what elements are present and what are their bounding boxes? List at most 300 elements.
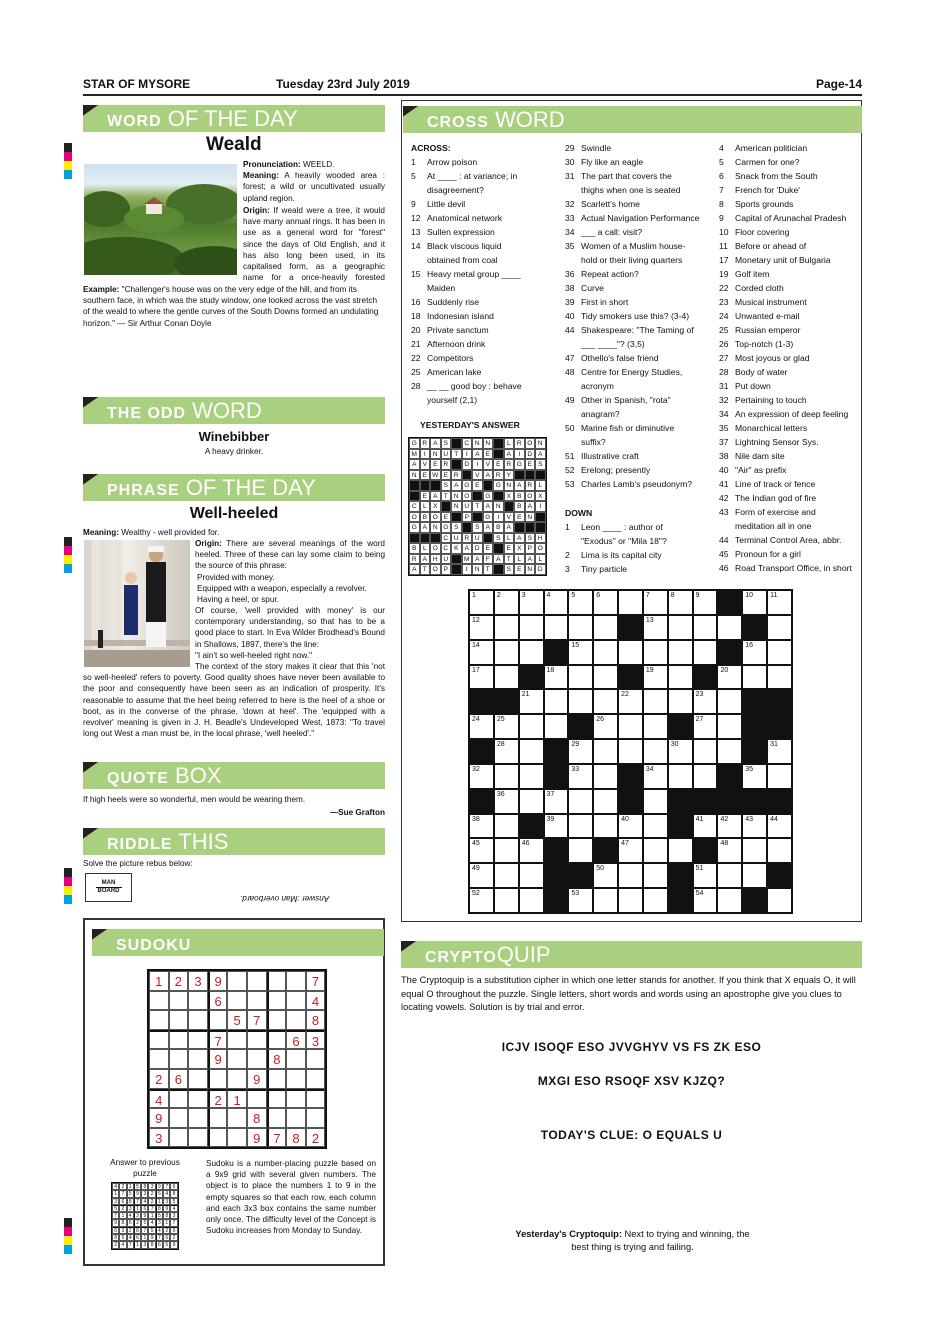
sudoku-cell[interactable] — [267, 1030, 287, 1050]
sudoku-cell[interactable] — [267, 991, 287, 1011]
sudoku-cell[interactable]: 7 — [306, 971, 326, 991]
crossword-cell[interactable] — [742, 863, 767, 888]
sudoku-cell[interactable] — [267, 1089, 287, 1109]
crossword-cell[interactable] — [593, 689, 618, 714]
sudoku-cell[interactable] — [169, 1089, 189, 1109]
black-cell — [717, 764, 742, 789]
sudoku-cell[interactable] — [208, 1069, 228, 1089]
crossword-cell[interactable] — [643, 863, 668, 888]
sudoku-cell[interactable]: 3 — [149, 1128, 169, 1148]
phrase-title: Well-heeled — [189, 505, 279, 522]
answer-cell: U — [441, 449, 452, 460]
crossword-cell[interactable]: 3 — [519, 590, 544, 615]
sudoku-cell[interactable]: 3 — [188, 971, 208, 991]
crossword-cell[interactable]: 54 — [693, 888, 718, 913]
crossword-cell[interactable] — [568, 838, 593, 863]
crossword-cell[interactable]: 12 — [469, 615, 494, 640]
crossword-cell[interactable] — [494, 665, 519, 690]
crossword-cell[interactable] — [593, 764, 618, 789]
crossword-cell[interactable] — [668, 838, 693, 863]
crossword-cell[interactable] — [643, 814, 668, 839]
crossword-cell[interactable] — [618, 888, 643, 913]
prev-sudoku-cell: 9 — [134, 1190, 141, 1197]
crossword-cell[interactable] — [643, 714, 668, 739]
crossword-cell[interactable]: 38 — [469, 814, 494, 839]
sudoku-cell[interactable] — [286, 1108, 306, 1128]
sudoku-cell[interactable]: 9 — [247, 1128, 267, 1148]
crossword-cell[interactable]: 53 — [568, 888, 593, 913]
answer-cell: K — [451, 543, 462, 554]
prev-sudoku-cell: 2 — [119, 1183, 126, 1190]
answer-cell: C — [441, 543, 452, 554]
prev-sudoku-cell: 7 — [156, 1234, 163, 1241]
crossword-cell[interactable]: 26 — [593, 714, 618, 739]
crossword-cell[interactable]: 20 — [717, 665, 742, 690]
crossword-cell[interactable] — [519, 714, 544, 739]
crossword-cell[interactable]: 10 — [742, 590, 767, 615]
crossword-cell[interactable] — [519, 863, 544, 888]
crossword-cell[interactable] — [693, 615, 718, 640]
answer-cell: N — [430, 449, 441, 460]
crossword-cell[interactable] — [717, 888, 742, 913]
prev-sudoku-cell: 6 — [127, 1219, 134, 1226]
crossword-cell[interactable] — [643, 789, 668, 814]
crossword-cell[interactable] — [593, 665, 618, 690]
sudoku-cell[interactable]: 4 — [149, 1089, 169, 1109]
sudoku-cell[interactable] — [149, 1049, 169, 1069]
crossword-cell[interactable]: 17 — [469, 665, 494, 690]
answer-cell: N — [483, 438, 494, 449]
crossword-cell[interactable] — [767, 838, 792, 863]
sudoku-cell[interactable] — [188, 1128, 208, 1148]
crossword-cell[interactable]: 37 — [544, 789, 569, 814]
prev-sudoku-cell: 9 — [170, 1241, 177, 1248]
sudoku-cell[interactable]: 6 — [169, 1069, 189, 1089]
sudoku-cell[interactable] — [247, 971, 267, 991]
crossword-cell[interactable]: 24 — [469, 714, 494, 739]
word-pron-meaning: Pronunciation: WEELD. Meaning: A heavily wooded area : forest; a wild or uncultivated usually upland region. — [243, 160, 385, 203]
crossword-cell[interactable] — [668, 615, 693, 640]
answer-cell: E — [483, 449, 494, 460]
answer-cell — [483, 533, 494, 544]
sudoku-cell[interactable] — [286, 1010, 306, 1030]
crossword-cell[interactable] — [668, 665, 693, 690]
clue: 8 Sports grounds — [719, 199, 794, 209]
sudoku-cell[interactable] — [247, 1030, 267, 1050]
cryptoquip-clue: TODAY'S CLUE: O EQUALS U — [540, 1128, 723, 1142]
crossword-cell[interactable] — [494, 863, 519, 888]
crossword-cell[interactable] — [593, 739, 618, 764]
crossword-cell[interactable] — [668, 764, 693, 789]
crossword-cell[interactable]: 32 — [469, 764, 494, 789]
sudoku-cell[interactable] — [169, 991, 189, 1011]
sudoku-cell[interactable] — [188, 1069, 208, 1089]
sudoku-cell[interactable]: 4 — [306, 991, 326, 1011]
answer-cell: P — [525, 543, 536, 554]
answer-cell: A — [514, 480, 525, 491]
prev-answer-title: Answer to previous puzzle — [110, 1158, 180, 1179]
crossword-cell[interactable] — [643, 689, 668, 714]
sudoku-cell[interactable] — [227, 1030, 247, 1050]
crossword-cell[interactable]: 36 — [494, 789, 519, 814]
crossword-cell[interactable] — [544, 689, 569, 714]
answer-cell — [535, 512, 546, 523]
color-bar — [64, 1218, 72, 1254]
crossword-cell[interactable]: 51 — [693, 863, 718, 888]
crossword-cell[interactable]: 28 — [494, 739, 519, 764]
crossword-cell[interactable] — [618, 590, 643, 615]
answer-cell: A — [409, 459, 420, 470]
prev-sudoku-cell: 8 — [112, 1234, 119, 1241]
crossword-cell[interactable]: 18 — [544, 665, 569, 690]
crossword-cell[interactable] — [717, 714, 742, 739]
clue: 11 Before or ahead of — [719, 241, 807, 251]
black-cell — [742, 789, 767, 814]
black-cell — [544, 838, 569, 863]
sudoku-cell[interactable] — [306, 1089, 326, 1109]
crossword-cell[interactable] — [494, 888, 519, 913]
crossword-cell[interactable] — [593, 615, 618, 640]
crossword-cell[interactable]: 1 — [469, 590, 494, 615]
clue: 6 Snack from the South — [719, 171, 818, 181]
sudoku-cell[interactable] — [188, 1049, 208, 1069]
sudoku-cell[interactable] — [149, 1010, 169, 1030]
crossword-cell[interactable] — [519, 615, 544, 640]
sudoku-cell[interactable]: 9 — [247, 1069, 267, 1089]
sudoku-cell[interactable] — [267, 1108, 287, 1128]
answer-cell — [462, 522, 473, 533]
crossword-cell[interactable] — [643, 739, 668, 764]
clue: 31 Put down — [719, 381, 771, 391]
crossword-cell[interactable]: 40 — [618, 814, 643, 839]
answer-cell: O — [430, 512, 441, 523]
crossword-cell[interactable] — [693, 764, 718, 789]
crossword-cell[interactable]: 50 — [593, 863, 618, 888]
sudoku-cell[interactable]: 7 — [267, 1128, 287, 1148]
crossword-cell[interactable] — [519, 888, 544, 913]
sudoku-cell[interactable] — [208, 1010, 228, 1030]
crossword-grid[interactable] — [468, 589, 793, 914]
answer-cell — [493, 491, 504, 502]
crossword-cell[interactable] — [593, 888, 618, 913]
sudoku-cell[interactable] — [169, 1049, 189, 1069]
crossword-cell[interactable] — [568, 615, 593, 640]
crossword-cell[interactable]: 46 — [519, 838, 544, 863]
crossword-cell[interactable] — [693, 739, 718, 764]
sudoku-cell[interactable]: 5 — [227, 1010, 247, 1030]
crossword-cell[interactable] — [693, 640, 718, 665]
crossword-cell[interactable]: 33 — [568, 764, 593, 789]
crossword-cell[interactable] — [618, 714, 643, 739]
prev-sudoku-cell: 7 — [112, 1212, 119, 1219]
crossword-cell[interactable]: 21 — [519, 689, 544, 714]
crossword-cell[interactable] — [767, 640, 792, 665]
sudoku-cell[interactable]: 8 — [306, 1010, 326, 1030]
sudoku-cell[interactable] — [149, 991, 169, 1011]
crossword-cell[interactable]: 4 — [544, 590, 569, 615]
crossword-cell[interactable]: 31 — [767, 739, 792, 764]
sudoku-cell[interactable] — [169, 1010, 189, 1030]
sudoku-cell[interactable] — [306, 1069, 326, 1089]
sudoku-cell[interactable] — [306, 1049, 326, 1069]
clue: 5 At ____ : at variance; in — [411, 171, 518, 181]
prev-sudoku-cell: 4 — [112, 1183, 119, 1190]
crossword-cell[interactable] — [544, 714, 569, 739]
prev-sudoku-cell: 9 — [156, 1183, 163, 1190]
quote-banner: QUOTE BOX — [83, 762, 385, 789]
answer-cell: E — [514, 512, 525, 523]
clue: 22 Competitors — [411, 353, 474, 363]
crossword-cell[interactable]: 19 — [643, 665, 668, 690]
crossword-cell[interactable] — [593, 640, 618, 665]
crossword-cell[interactable] — [767, 764, 792, 789]
crossword-cell[interactable] — [767, 888, 792, 913]
black-cell — [693, 838, 718, 863]
crossword-cell[interactable] — [717, 863, 742, 888]
sudoku-cell[interactable] — [188, 1108, 208, 1128]
answer-cell: N — [525, 512, 536, 523]
sudoku-cell[interactable] — [267, 1010, 287, 1030]
sudoku-cell[interactable] — [208, 1108, 228, 1128]
answer-cell: A — [483, 470, 494, 481]
clue: 32 Scarlett's home — [565, 199, 640, 209]
sudoku-cell[interactable]: 2 — [208, 1089, 228, 1109]
prev-sudoku-cell: 4 — [127, 1212, 134, 1219]
answer-cell: Y — [504, 470, 515, 481]
sudoku-cell[interactable] — [169, 1030, 189, 1050]
crossword-cell[interactable]: 2 — [494, 590, 519, 615]
crossword-cell[interactable]: 49 — [469, 863, 494, 888]
sudoku-cell[interactable]: 8 — [247, 1108, 267, 1128]
sudoku-cell[interactable] — [286, 1049, 306, 1069]
answer-cell: X — [535, 491, 546, 502]
sudoku-cell[interactable] — [267, 1069, 287, 1089]
crossword-cell[interactable] — [519, 739, 544, 764]
answer-cell: A — [430, 438, 441, 449]
sudoku-cell[interactable] — [208, 1128, 228, 1148]
sudoku-cell[interactable] — [188, 991, 208, 1011]
phrase-body2: The context of the story makes it clear that this 'not so well-heeled' refers to poverty. Good quality shoes have never been available to the poor and consequently have been seen as an indication of prosperity. It's reasonable to assume that the heel being referred to here is the heel of a shoe or boot, as in the converse of the phrase, 'down at heel'. The 'equipped with a revolver' meaning is given in J. H. Beadle's Undeveloped West, 1873: "To travel long out West a man must be, in the local phrase, 'well heeled'." — [83, 662, 385, 739]
crossword-cell[interactable]: 13 — [643, 615, 668, 640]
crossword-cell[interactable] — [742, 838, 767, 863]
answer-cell: X — [504, 491, 515, 502]
crossword-cell[interactable]: 23 — [693, 689, 718, 714]
answer-cell — [409, 491, 420, 502]
crossword-cell[interactable]: 29 — [568, 739, 593, 764]
crossword-cell[interactable] — [494, 838, 519, 863]
crossword-cell[interactable]: 34 — [643, 764, 668, 789]
answer-cell: V — [472, 470, 483, 481]
prev-sudoku-cell: 3 — [156, 1219, 163, 1226]
crossword-cell[interactable] — [544, 615, 569, 640]
crossword-cell[interactable] — [767, 665, 792, 690]
odd-word-banner: THE ODD WORD — [83, 397, 385, 424]
crossword-cell[interactable] — [494, 640, 519, 665]
sudoku-cell[interactable]: 8 — [286, 1128, 306, 1148]
cryptoquip-yesterday: Yesterday's Cryptoquip: Next to trying and winning, the best thing is trying and failing. — [515, 1229, 750, 1252]
crossword-cell[interactable] — [494, 814, 519, 839]
crossword-cell[interactable] — [494, 764, 519, 789]
crossword-cell[interactable]: 52 — [469, 888, 494, 913]
sudoku-cell[interactable] — [227, 1128, 247, 1148]
crossword-cell[interactable]: 14 — [469, 640, 494, 665]
crossword-cell[interactable] — [519, 764, 544, 789]
prev-sudoku-cell: 2 — [170, 1234, 177, 1241]
sudoku-cell[interactable] — [169, 1128, 189, 1148]
clue: 43 Form of exercise and — [719, 507, 816, 517]
sudoku-cell[interactable] — [247, 1049, 267, 1069]
prev-sudoku-cell: 4 — [119, 1241, 126, 1248]
crossword-cell[interactable]: 15 — [568, 640, 593, 665]
crossword-cell[interactable]: 44 — [767, 814, 792, 839]
crossword-cell[interactable]: 41 — [693, 814, 718, 839]
prev-sudoku-cell: 4 — [156, 1227, 163, 1234]
crossword-cell[interactable]: 45 — [469, 838, 494, 863]
prev-sudoku-cell: 5 — [119, 1234, 126, 1241]
crossword-cell[interactable] — [668, 640, 693, 665]
crossword-cell[interactable]: 8 — [668, 590, 693, 615]
sudoku-cell[interactable]: 3 — [306, 1030, 326, 1050]
prev-sudoku-cell: 6 — [170, 1183, 177, 1190]
sudoku-cell[interactable] — [247, 991, 267, 1011]
crossword-cell[interactable]: 25 — [494, 714, 519, 739]
sudoku-cell[interactable]: 1 — [227, 1089, 247, 1109]
answer-cell — [535, 522, 546, 533]
crossword-cell[interactable] — [618, 640, 643, 665]
crossword-cell[interactable]: 27 — [693, 714, 718, 739]
sudoku-cell[interactable] — [286, 1069, 306, 1089]
crossword-cell[interactable] — [519, 640, 544, 665]
answer-cell: L — [535, 554, 546, 565]
sudoku-cell[interactable] — [227, 971, 247, 991]
prev-sudoku-cell: 9 — [170, 1227, 177, 1234]
sudoku-cell[interactable] — [267, 971, 287, 991]
crossword-cell[interactable] — [742, 665, 767, 690]
clue: 52 Erelong; presently — [565, 465, 651, 475]
sudoku-cell[interactable]: 6 — [208, 991, 228, 1011]
color-bar — [64, 868, 72, 904]
crossword-cell[interactable] — [767, 615, 792, 640]
sudoku-cell[interactable]: 2 — [306, 1128, 326, 1148]
crossword-cell[interactable] — [717, 739, 742, 764]
sudoku-cell[interactable]: 1 — [149, 971, 169, 991]
crossword-cell[interactable] — [568, 665, 593, 690]
sudoku-cell[interactable] — [286, 1089, 306, 1109]
crossword-cell[interactable]: 5 — [568, 590, 593, 615]
sudoku-cell[interactable]: 8 — [267, 1049, 287, 1069]
crossword-cell[interactable] — [643, 838, 668, 863]
answer-cell — [451, 512, 462, 523]
sudoku-cell[interactable] — [306, 1108, 326, 1128]
prev-sudoku-cell: 2 — [163, 1227, 170, 1234]
clue: 24 Unwanted e-mail — [719, 311, 800, 321]
crossword-cell[interactable]: 43 — [742, 814, 767, 839]
sudoku-cell[interactable] — [188, 1030, 208, 1050]
sudoku-cell[interactable]: 2 — [169, 971, 189, 991]
sudoku-cell[interactable] — [247, 1089, 267, 1109]
sudoku-cell[interactable] — [227, 1049, 247, 1069]
answer-cell: H — [430, 554, 441, 565]
prev-sudoku-cell: 3 — [148, 1183, 155, 1190]
sudoku-cell[interactable] — [286, 991, 306, 1011]
sudoku-cell[interactable]: 6 — [286, 1030, 306, 1050]
sudoku-cell[interactable]: 7 — [247, 1010, 267, 1030]
sudoku-cell[interactable] — [227, 1069, 247, 1089]
answer-cell — [504, 501, 515, 512]
crossword-cell[interactable]: 11 — [767, 590, 792, 615]
sudoku-cell[interactable] — [149, 1030, 169, 1050]
crossword-cell[interactable] — [717, 689, 742, 714]
crossword-cell[interactable] — [593, 814, 618, 839]
crossword-cell[interactable] — [668, 689, 693, 714]
crossword-cell[interactable]: 9 — [693, 590, 718, 615]
sudoku-grid[interactable] — [147, 969, 327, 1149]
sudoku-cell[interactable] — [188, 1089, 208, 1109]
clue: 53 Charles Lamb's pseudonym? — [565, 479, 693, 489]
crossword-cell[interactable]: 42 — [717, 814, 742, 839]
prev-sudoku-cell: 8 — [148, 1241, 155, 1248]
answer-cell: I — [420, 449, 431, 460]
crossword-cell[interactable] — [568, 689, 593, 714]
phrase-meaning: Meaning: Wealthy - well provided for. — [83, 528, 220, 537]
answer-cell: D — [535, 564, 546, 575]
answer-cell: W — [430, 470, 441, 481]
black-cell — [767, 689, 792, 714]
sudoku-cell[interactable]: 9 — [149, 1108, 169, 1128]
crossword-cell[interactable] — [717, 615, 742, 640]
phrase-list: Provided with money. Equipped with a weapon, especially a revolver. Having a heel, or spur. — [197, 573, 367, 605]
prev-sudoku-cell: 1 — [148, 1212, 155, 1219]
crossword-cell[interactable] — [643, 640, 668, 665]
crossword-cell[interactable] — [618, 863, 643, 888]
crossword-cell[interactable] — [568, 814, 593, 839]
clue: hold or their living quarters — [581, 255, 683, 265]
clue: 21 Afternoon drink — [411, 339, 486, 349]
prev-sudoku-cell: 8 — [134, 1227, 141, 1234]
crossword-cell[interactable] — [519, 789, 544, 814]
answer-cell: L — [420, 543, 431, 554]
crossword-cell[interactable]: 22 — [618, 689, 643, 714]
sudoku-cell[interactable]: 7 — [208, 1030, 228, 1050]
crossword-cell[interactable] — [568, 789, 593, 814]
crossword-cell[interactable] — [618, 739, 643, 764]
black-cell — [668, 888, 693, 913]
crossword-cell[interactable]: 30 — [668, 739, 693, 764]
sudoku-cell[interactable]: 9 — [208, 1049, 228, 1069]
crossword-cell[interactable]: 48 — [717, 838, 742, 863]
sudoku-cell[interactable] — [188, 1010, 208, 1030]
crossword-cell[interactable]: 47 — [618, 838, 643, 863]
sudoku-cell[interactable] — [227, 991, 247, 1011]
sudoku-cell[interactable]: 9 — [208, 971, 228, 991]
crossword-cell[interactable]: 16 — [742, 640, 767, 665]
crossword-cell[interactable] — [643, 888, 668, 913]
answer-cell — [493, 449, 504, 460]
crossword-cell[interactable]: 6 — [593, 590, 618, 615]
crossword-cell[interactable] — [593, 789, 618, 814]
crossword-cell[interactable] — [494, 615, 519, 640]
crossword-cell[interactable]: 39 — [544, 814, 569, 839]
sudoku-cell[interactable] — [286, 971, 306, 991]
clue: 33 Actual Navigation Performance — [565, 213, 700, 223]
answer-cell: M — [409, 449, 420, 460]
sudoku-cell[interactable] — [227, 1108, 247, 1128]
answer-cell — [493, 438, 504, 449]
crossword-cell[interactable]: 7 — [643, 590, 668, 615]
crossword-cell[interactable]: 35 — [742, 764, 767, 789]
sudoku-cell[interactable]: 2 — [149, 1069, 169, 1089]
sudoku-cell[interactable] — [169, 1108, 189, 1128]
